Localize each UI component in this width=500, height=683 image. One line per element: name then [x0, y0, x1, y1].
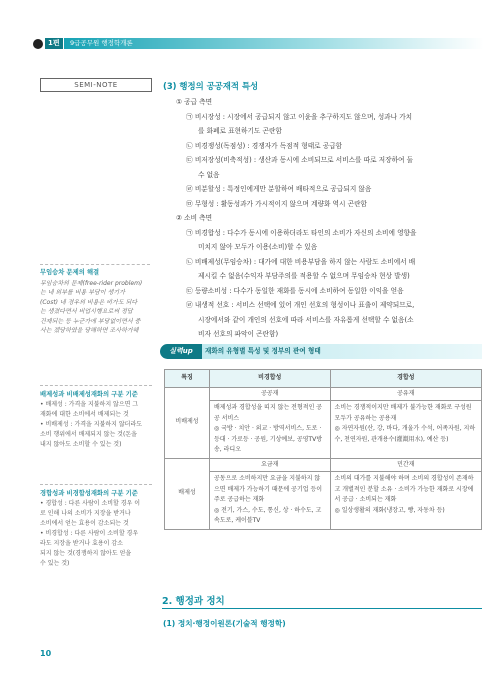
subsection-heading: (1) 정치·행정이원론(기술적 행정학): [163, 619, 286, 628]
list-item: ㉡ 비경쟁성(독점성) : 경쟁자가 독점적 형태로 공급함: [186, 141, 343, 150]
chapter-icon: [33, 39, 43, 49]
list-item-cont: 수 없음: [198, 170, 220, 179]
sidebar-box-body: • 경합성 : 다른 사람이 소비할 경우 이 로 인해 나의 소비가 지장을 받거나 소비에서 얻는 효용이 감소되는 것 • 비경합성 : 다른 사람이 소비할 경우 라도 지장을 받거나 효용이 감소 되지 않는 것(경쟁하지 않아도 얻을 수 있는 것): [40, 500, 141, 567]
goods-type-table: [164, 369, 482, 530]
list-item-cont: 비자 선호의 파악이 곤란함): [198, 330, 279, 338]
table-cell-head: 민간재: [330, 458, 481, 472]
table-header: 특징: [165, 370, 210, 388]
section-heading: 2. 행정과 정치: [162, 596, 225, 607]
list-item-cont: 미치지 않아 모두가 이용(소비)할 수 있음: [198, 243, 318, 251]
header-section: 9급공무원 행정학개론: [70, 39, 133, 47]
list-item: ㉢ 등량소비성 : 다수가 동일한 재화를 동시에 소비하여 동일한 이익을 얻음: [186, 286, 404, 295]
sidebar-box-free-rider: [40, 264, 150, 335]
sidebar-box-excludability: [40, 385, 152, 450]
tip-title: 재화의 유형별 특성 및 정부의 관여 형태: [205, 347, 321, 355]
section-heading: (3) 행정의 공공재적 특성: [163, 81, 259, 91]
table-cell: 소비는 경쟁적이지만 배제가 불가능한 재화로 구성원 모두가 공유하는 공용재 ◎ 자연자원(산, 강, 바다, 개울가 수석, 어족자원, 지하수, 천연자원, 관개용수(灌漑用水), 예산 등): [330, 401, 481, 459]
sidebar-box-title: 배제성과 비배제성재화의 구분 기준: [40, 391, 138, 398]
table-cell: 배제성과 경합성을 띠지 않는 전형적인 공공 서비스 ◎ 국방 · 치안 · 외교 · 방역서비스, 도로 · 등대 · 가로등 · 공원, 기상예보, 공영TV방송, 라디오: [210, 401, 331, 459]
sidebar-box-rivalry: [40, 484, 152, 569]
page-number: 10: [40, 649, 52, 658]
divider: [40, 385, 152, 386]
list-item: ㉡ 비배제성(무임승차) : 대가에 대한 비용부담을 하지 않는 사람도 소비에서 배: [186, 257, 416, 266]
list-item-cont: 를 화폐로 표현하기도 곤란함: [198, 127, 282, 135]
list-item: ㉠ 비경합성 : 다수가 동시에 이용하더라도 타인의 소비가 자신의 소비에 영향을: [186, 228, 417, 237]
list-item: ㉣ 비분할성 : 특정인에게만 분할하여 배타적으로 공급되지 않음: [186, 185, 372, 193]
supply-list: [176, 110, 416, 212]
list-item: ㉢ 비저장성(비축적성) : 생산과 동시에 소비되므로 서비스를 따로 저장하여 둘: [186, 156, 414, 164]
sidebar-box-title: 경합성과 비경합성재화의 구분 기준: [40, 490, 138, 497]
subsection-title: ① 공급 측면: [176, 98, 213, 106]
divider: [40, 264, 150, 265]
row-header: 배제성: [165, 458, 210, 529]
table-header: 경합성: [330, 370, 481, 388]
table-cell: 공동으로 소비하지만 요금을 지불하지 않으면 배제가 가능하기 때문에 공기업 등이 주로 공급하는 재화 ◎ 전기, 가스, 수도, 통신, 상 · 하수도, 고속도로, 케이블TV: [210, 472, 331, 530]
table-cell-head: 공공재: [210, 387, 331, 401]
section-underline: [162, 608, 482, 609]
table-header: 비경합성: [210, 370, 331, 388]
list-item: ㉠ 비시장성 : 시장에서 공급되지 않고 이윤을 추구하지도 않으며, 성과나 가치: [186, 112, 413, 121]
list-item-cont: 제시킬 수 없음(수익자 부담주의를 적용할 수 없으며 무임승차 현상 발생): [198, 272, 410, 280]
consume-list: [176, 226, 416, 342]
chapter-badge: 1편: [45, 38, 63, 49]
sidebar-box-body: • 배제성 : 가격을 지불하지 않으면 그 재화에 대한 소비에서 배제되는 것 • 비배제성 : 가격을 지불하지 않더라도 소비 행위에서 배제되지 않는 것(돈을 내지 않아도 소비할 수 있는 것): [40, 401, 143, 448]
list-item-cont: 시장에서와 같이 개인의 선호에 따라 서비스를 자유롭게 선택할 수 없음(소: [198, 315, 414, 324]
row-header: 비배제성: [165, 387, 210, 458]
handwritten-note: 무임승차의 문제(free-rider problem) 는 네 외부를 비용 부담이 생기가 (Cost) 네 경우의 비용은 비가도 되다 는 생겼다면서 비업시행요로써 정답 건재되는 등 누군가에 부당없이면서 중 사는 겠당하였을 당해하면 조사하가해: [40, 280, 143, 335]
list-item: ㉣ 내생적 선호 : 서비스 선택에 있어 개인 선호의 형성이나 표출이 제약되므로,: [186, 301, 415, 309]
semi-note-label: SEMI-NOTE: [40, 78, 152, 92]
sidebar-box-title: 무임승차 문제의 해결: [40, 269, 100, 276]
table-cell: 소비의 대가를 지불해야 하며 소비의 경합성이 존재하고 개별적인 분할 소유 · 소비가 가능한 재화로 시장에서 공급 · 소비되는 재화 ◎ 일상생활의 재화(냉장고, 빵, 자동차 등): [330, 472, 481, 530]
table-cell-head: 공유재: [330, 387, 481, 401]
table-cell-head: 요금재: [210, 458, 331, 472]
tip-tag: 실력up: [160, 344, 202, 359]
divider: [40, 484, 152, 485]
subsection-title: ② 소비 측면: [176, 214, 213, 222]
list-item: ㉤ 무형성 : 활동성과가 가시적이지 않으며 계량화 역시 곤란함: [186, 199, 367, 208]
supply-section: [176, 95, 416, 342]
